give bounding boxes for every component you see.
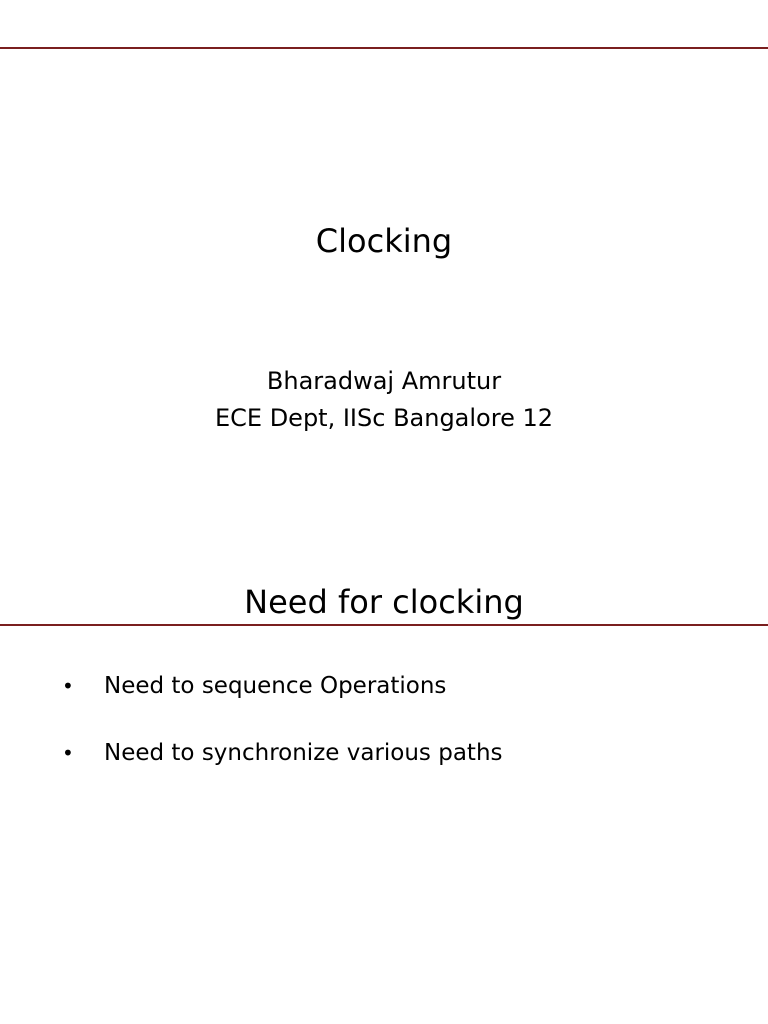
- slide-1-title: Clocking: [315, 222, 453, 260]
- bullet-item: [0, 670, 768, 737]
- bullet-item: [0, 737, 768, 804]
- slide-1-affiliation: ECE Dept, IISc Bangalore 12: [214, 404, 554, 432]
- bullet-icon: •: [62, 741, 74, 765]
- slide-1-author: Bharadwaj Amrutur: [266, 367, 502, 395]
- bullet-text: Need to synchronize various paths: [104, 740, 503, 766]
- slide-2-bullet-list: [0, 670, 768, 804]
- slide-1-top-rule: [0, 47, 768, 49]
- bullet-text: Need to sequence Operations: [104, 673, 447, 699]
- slide-2-title: Need for clocking: [244, 583, 524, 621]
- bullet-icon: •: [62, 674, 74, 698]
- slide-2-title-rule: [0, 624, 768, 626]
